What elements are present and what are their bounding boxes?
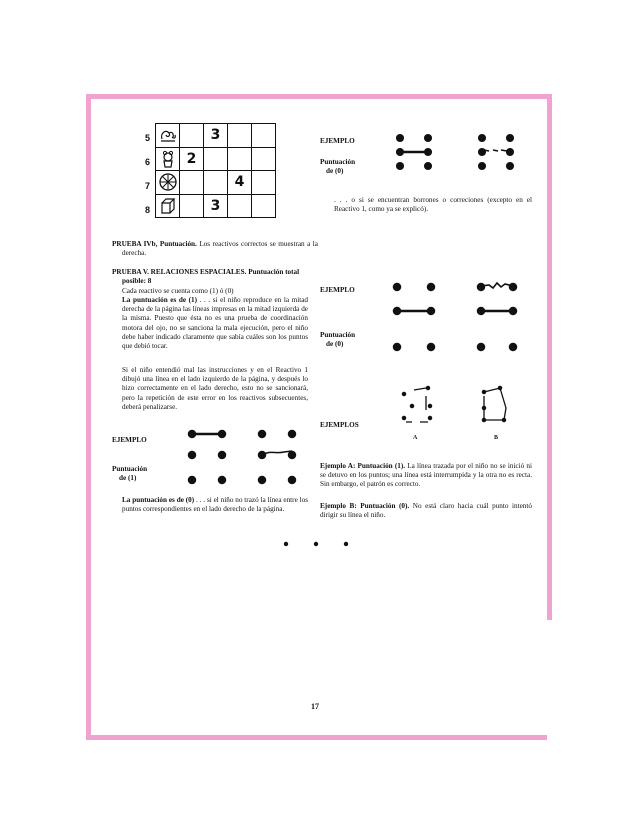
example-a-text: La línea trazada por el niño no se inició ni se detuvo en los puntos; una línea está interrumpida y la otra no es recta. Sin embargo, el patrón es correcto.	[320, 462, 533, 489]
dot	[289, 477, 295, 483]
grid-cell-icon	[156, 124, 180, 148]
puntuacion-label: Puntuación	[320, 331, 356, 339]
score-value-label: de (0)	[326, 167, 344, 175]
score-one-text: . . . si el niño reproduce en la mitad derecha de la página las líneas impresas en la mitad izquierda de la misma. Puesto que ésta no es una prueba de coordinación motora del ojo, no se sanciona la mala ejecución, pero el niño debe haber indicado claramente que sabía cuáles son los puntos que debió tocar.	[122, 296, 308, 351]
dot	[219, 452, 225, 458]
puntuacion-label: Puntuación	[320, 158, 356, 166]
figure-label-a: A	[413, 435, 418, 441]
grid-cell-number: 2	[180, 148, 204, 172]
dot	[289, 452, 295, 458]
score-one-paragraph	[112, 296, 308, 351]
grid-cell-number: 3	[204, 195, 228, 219]
scoring-rule: Cada reactivo se cuenta como (1) ó (0)	[122, 287, 234, 295]
right-example2-dots	[385, 275, 525, 355]
grid-cell-number: 3	[204, 124, 228, 148]
dot	[259, 431, 265, 437]
score-one-heading: La puntuación es de (1)	[122, 296, 198, 304]
score-zero-paragraph	[112, 496, 308, 514]
row-number: 6	[144, 157, 150, 167]
dot	[189, 477, 195, 483]
example-b-text: No está claro hacia cuál punto intentó dirigir su línea el niño.	[320, 502, 532, 520]
page-number: 17	[311, 702, 319, 711]
wheel-icon	[158, 172, 178, 192]
child-line	[262, 451, 292, 455]
dot	[259, 477, 265, 483]
grid-cell-icon	[156, 195, 180, 219]
puntuacion-label: Puntuación	[112, 465, 148, 473]
snail-sketch-icon	[158, 125, 178, 145]
border-gap	[547, 620, 553, 742]
grid-cell-icon	[156, 148, 180, 172]
dot	[189, 452, 195, 458]
figure-grid	[155, 123, 276, 218]
example-b-heading: Ejemplo B: Puntuación (0).	[320, 502, 410, 510]
score-value-label: de (1)	[119, 474, 137, 482]
flower-pot-icon	[158, 149, 178, 169]
example-a-heading: Ejemplo A: Puntuación (1).	[320, 462, 406, 470]
figure-label-b: B	[494, 435, 499, 441]
ejemplo-label: EJEMPLO	[320, 286, 355, 294]
ejemplo-label: EJEMPLO	[320, 137, 355, 145]
ejemplos-label: EJEMPLOS	[320, 421, 359, 429]
misunderstanding-paragraph: Si el niño entendió mal las instrucciones y en el Reactivo 1 dibujó una línea en el lado izquierdo de la página, y después lo hizo correctamente en el lado derecho, esto no se sancionará, pero la repetición de este error en los reactivos subsecuentes, deberá penalizarse.	[122, 366, 308, 411]
row-number: 5	[144, 133, 150, 143]
cube-icon	[158, 196, 178, 216]
left-example-dots	[180, 420, 310, 490]
prueba-ivb-paragraph	[112, 240, 318, 258]
erasures-note: . . . o si se encuentran borrones o correciones (excepto en el Reactivo 1, como ya se explicó).	[334, 196, 532, 214]
right-example1-dots	[390, 128, 520, 178]
score-zero-text: . . . si el niño no trazó la línea entre los puntos correspondientes en el lado derecho de la página.	[122, 496, 309, 514]
grid-cell-icon	[156, 171, 180, 195]
row-number: 8	[144, 205, 150, 215]
prueba-ivb-text: Los reactivos correctos se muestran a la derecha.	[122, 240, 318, 258]
ejemplo-label: EJEMPLO	[112, 436, 147, 444]
examples-ab-figures	[392, 382, 522, 442]
prueba-v-heading: PRUEBA V. RELACIONES ESPACIALES. Puntuación total posible: 8	[112, 268, 300, 286]
section-separator-dots	[278, 538, 358, 550]
row-number: 7	[144, 181, 150, 191]
dot	[219, 477, 225, 483]
grid-cell-number: 4	[228, 171, 252, 195]
prueba-ivb-heading: PRUEBA IVb, Puntuación.	[112, 240, 197, 248]
example-a-paragraph	[320, 462, 532, 490]
example-b-paragraph	[320, 502, 532, 520]
score-zero-heading: La puntuación es de (0)	[122, 496, 195, 504]
dot	[289, 431, 295, 437]
score-value-label: de (0)	[326, 340, 344, 348]
